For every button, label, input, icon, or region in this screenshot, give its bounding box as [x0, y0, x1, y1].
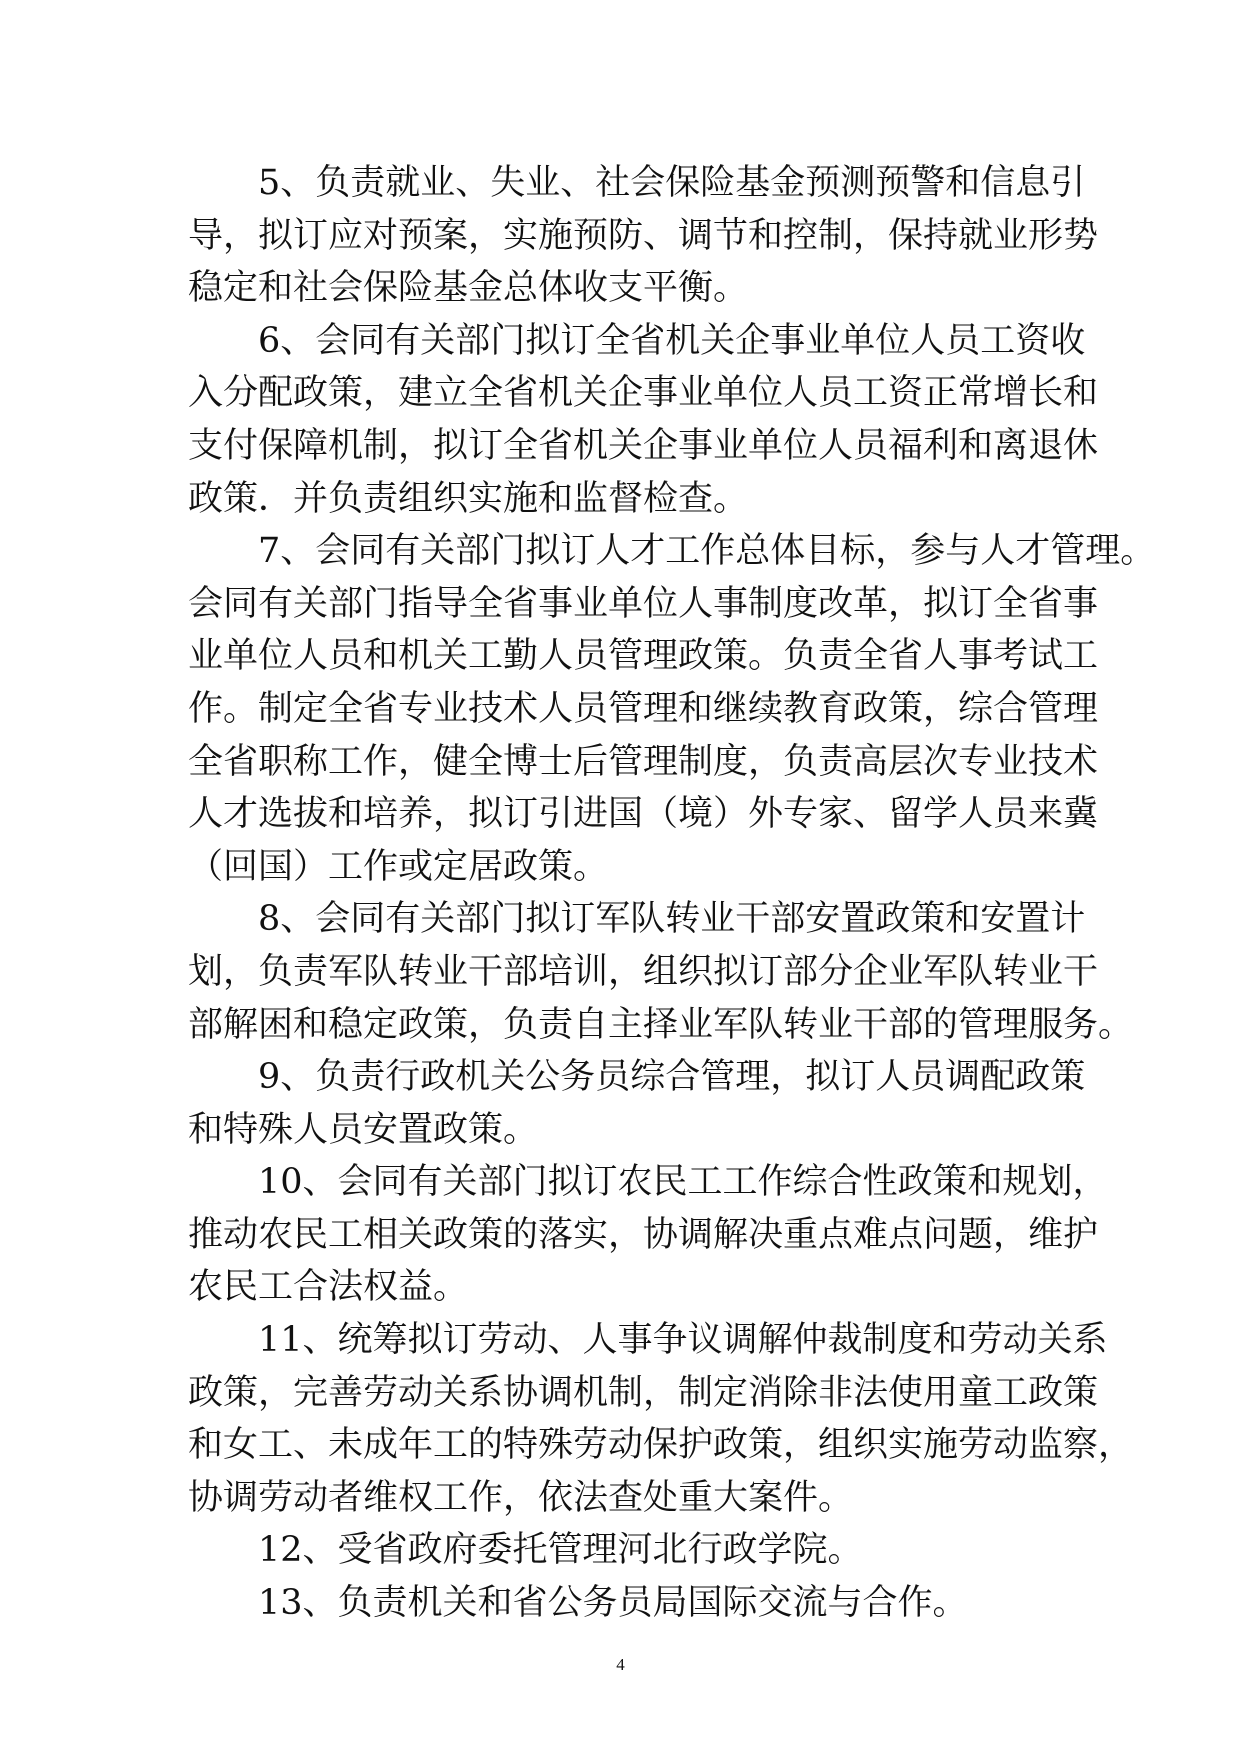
text-line: 业单位人员和机关工勤人员管理政策。负责全省人事考试工 [188, 636, 1099, 677]
text-line: 人才选拔和培养，拟订引进国（境）外专家、留学人员来冀 [188, 794, 1099, 835]
text-line: 9、负责行政机关公务员综合管理，拟订人员调配政策 [258, 1057, 1086, 1098]
page-number: 4 [616, 1655, 625, 1674]
text-line: 支付保障机制，拟订全省机关企事业单位人员福利和离退休 [188, 425, 1099, 466]
text-line: 7、会同有关部门拟订人才工作总体目标，参与人才管理。 [258, 531, 1156, 572]
paragraph [188, 1051, 1086, 1156]
text-line: 稳定和社会保险基金总体收支平衡。 [188, 268, 749, 309]
text-line: 11、统筹拟订劳动、人事争议调解仲裁制度和劳动关系 [258, 1320, 1108, 1361]
text-line: 全省职称工作，健全博士后管理制度，负责高层次专业技术 [188, 741, 1099, 782]
text-line: 政策．并负责组织实施和监督检查。 [188, 478, 749, 519]
paragraph [188, 525, 1156, 893]
text-line: （回国）工作或定居政策。 [188, 846, 609, 887]
paragraph [188, 1524, 1052, 1577]
text-line: 入分配政策，建立全省机关企事业单位人员工资正常增长和 [188, 373, 1099, 414]
text-line: 推动农民工相关政策的落实，协调解决重点难点问题，维护 [188, 1214, 1099, 1255]
text-line: 10、会同有关部门拟订农民工工作综合性政策和规划， [258, 1162, 1108, 1203]
text-line: 协调劳动者维权工作，依法查处重大案件。 [188, 1477, 854, 1518]
paragraph [188, 1156, 1108, 1314]
text-line: 会同有关部门指导全省事业单位人事制度改革，拟订全省事 [188, 583, 1099, 624]
paragraph [188, 315, 1099, 525]
text-line: 5、负责就业、失业、社会保险基金预测预警和信息引 [258, 163, 1086, 203]
text-line: 划，负责军队转业干部培训，组织拟订部分企业军队转业干 [188, 951, 1099, 992]
text-line: 和特殊人员安置政策。 [188, 1109, 539, 1150]
text-line: 部解困和稳定政策，负责自主择业军队转业干部的管理服务。 [188, 1004, 1134, 1045]
text-line: 导，拟订应对预案，实施预防、调节和控制，保持就业形势 [188, 215, 1099, 256]
body-text [188, 157, 1156, 1630]
text-line: 政策，完善劳动关系协调机制，制定消除非法使用童工政策 [188, 1372, 1099, 1413]
text-line: 6、会同有关部门拟订全省机关企事业单位人员工资收 [258, 320, 1086, 361]
text-line: 和女工、未成年工的特殊劳动保护政策，组织实施劳动监察， [188, 1425, 1134, 1466]
paragraph [188, 893, 1134, 1051]
text-line: 12、受省政府委托管理河北行政学院。 [258, 1530, 863, 1571]
paragraph [188, 157, 1099, 315]
text-line: 13、负责机关和省公务员局国际交流与合作。 [258, 1583, 968, 1624]
text-line: 作。制定全省专业技术人员管理和继续教育政策，综合管理 [188, 688, 1099, 729]
paragraph [188, 1314, 1134, 1524]
text-line: 8、会同有关部门拟订军队转业干部安置政策和安置计 [258, 899, 1086, 940]
text-line: 农民工合法权益。 [188, 1267, 469, 1308]
paragraph [188, 1577, 1052, 1630]
